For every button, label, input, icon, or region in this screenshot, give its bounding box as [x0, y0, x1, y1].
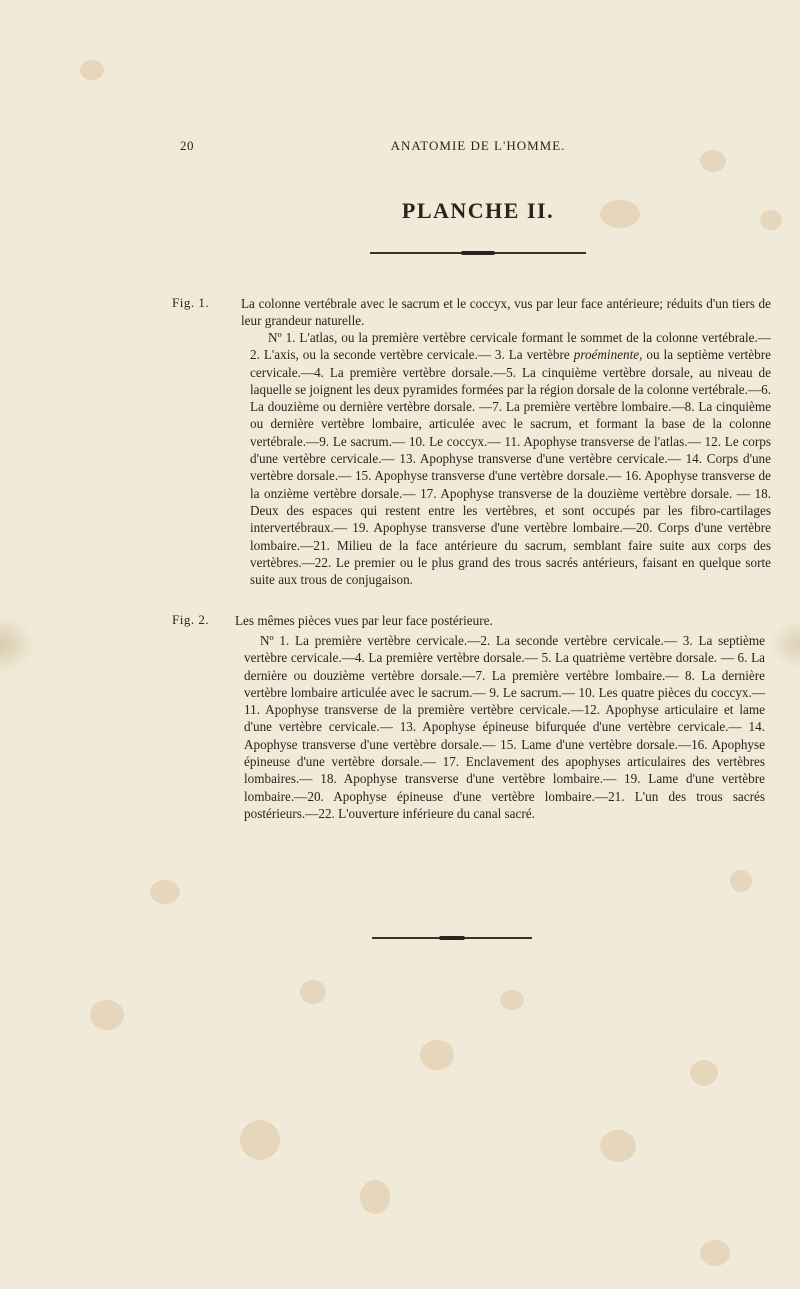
fig-1-legend	[250, 329, 771, 588]
fig-1-legend-emphasis: proéminente,	[573, 347, 643, 363]
foxing-stain	[300, 980, 326, 1004]
foxing-stain	[700, 1240, 730, 1266]
foxing-stain	[240, 1120, 280, 1160]
foxing-stain	[90, 1000, 124, 1030]
fig-1-caption-text: La colonne vertébrale avec le sacrum et le coccyx, vus par leur face antérieure; réduits d'un tiers de leur grandeur naturelle.	[241, 296, 771, 329]
plate-title: PLANCHE II.	[401, 198, 555, 223]
fig-2-label: Fig. 2.	[172, 612, 210, 627]
foxing-stain	[600, 1130, 636, 1162]
foxing-stain	[80, 60, 104, 80]
foxing-stain	[500, 990, 524, 1010]
running-title: ANATOMIE DE L'HOMME.	[390, 138, 566, 153]
foxing-stain	[360, 1180, 390, 1214]
decorative-rule-bottom	[372, 937, 532, 939]
fig-1-caption	[241, 295, 771, 330]
foxing-stain	[730, 870, 752, 892]
foxing-stain	[420, 1040, 454, 1070]
fig-1-label: Fig. 1.	[172, 295, 210, 310]
fig-1-legend-part-1: Nº 1. L'atlas, ou la première vertèbre cervicale formant le sommet de la colonne vertébrale.—2. L'axis, ou la seconde vertèbre cervicale.— 3. La vertèbre	[250, 330, 771, 363]
fig-2-legend: Nº 1. La première vertèbre cervicale.—2. La seconde vertèbre cervicale.— 3. La septième vertèbre cervicale.—4. La première vertèbre dorsale.— 5. La quatrième vertèbre dorsale. — 6. La dernière ou douzième vertèbre dorsale.—7. La première vertèbre lombaire.— 8. La dernière vertèbre lombaire articulée avec le sacrum.— 9. Le sacrum.— 10. Les quatre pièces du coccyx.— 11. Apophyse transverse de la première vertèbre cervicale.—12. Apophyse articulaire et lame d'une vertèbre cervicale.— 13. Apophyse épineuse bifurquée d'une vertèbre cervicale.— 14. Apophyse transverse d'une vertèbre dorsale.— 15. Lame d'une vertèbre dorsale.—16. Apophyse épineuse d'une vertèbre dorsale.— 17. Enclavement des apophyses articulaires des vertèbres lombaires.— 18. Apophyse transverse d'une vertèbre lombaire.— 19. Lame d'une vertèbre lombaire.—20. Apophyse épineuse d'une vertèbre lombaire.—21. L'un des trous sacrés postérieurs.—22. L'ouverture inférieure du canal sacré.	[244, 633, 765, 821]
foxing-stain	[690, 1060, 718, 1086]
fig-1-legend-part-2: ou la septième vertèbre cervicale.—4. La première vertèbre dorsale.—5. La cinquième vertèbre dorsale, au niveau de laquelle se joignent les deux pyramides formées par la région dorsale de la colonne vertébrale.—6. La douzième ou dernière vertèbre dorsale. —7. La première vertèbre lombaire.—8. La cinquième ou dernière vertèbre lombaire, articulée avec le sacrum, et formant la base de la colonne vertébrale.—9. Le sacrum.— 10. Le coccyx.— 11. Apophyse transverse de l'atlas.— 12. Le corps d'une vertèbre cervicale.— 13. Apophyse transverse d'une vertèbre cervicale.— 14. Corps d'une vertèbre dorsale.— 15. Apophyse transverse d'une vertèbre dorsale.— 16. Apophyse transverse de la onzième vertèbre dorsale.— 17. Apophyse transverse de la douzième vertèbre dorsale. — 18. Deux des espaces qui restent entre les vertèbres, et sont occupés par les fibro-cartilages intervertébraux.— 19. Apophyse transverse d'une vertèbre lombaire.—20. Corps d'une vertèbre lombaire.—21. Milieu de la face antérieure du sacrum, semblant faire suite aux corps des vertèbres.—22. Le premier ou le plus grand des trous sacrés antérieurs, faisant en quelque sorte suite aux trous de conjugaison.	[250, 347, 771, 588]
fig-2-caption: Les mêmes pièces vues par leur face postérieure.	[235, 613, 493, 628]
decorative-rule-top	[370, 252, 586, 254]
foxing-stain	[150, 880, 180, 904]
page-number: 20	[180, 138, 194, 153]
